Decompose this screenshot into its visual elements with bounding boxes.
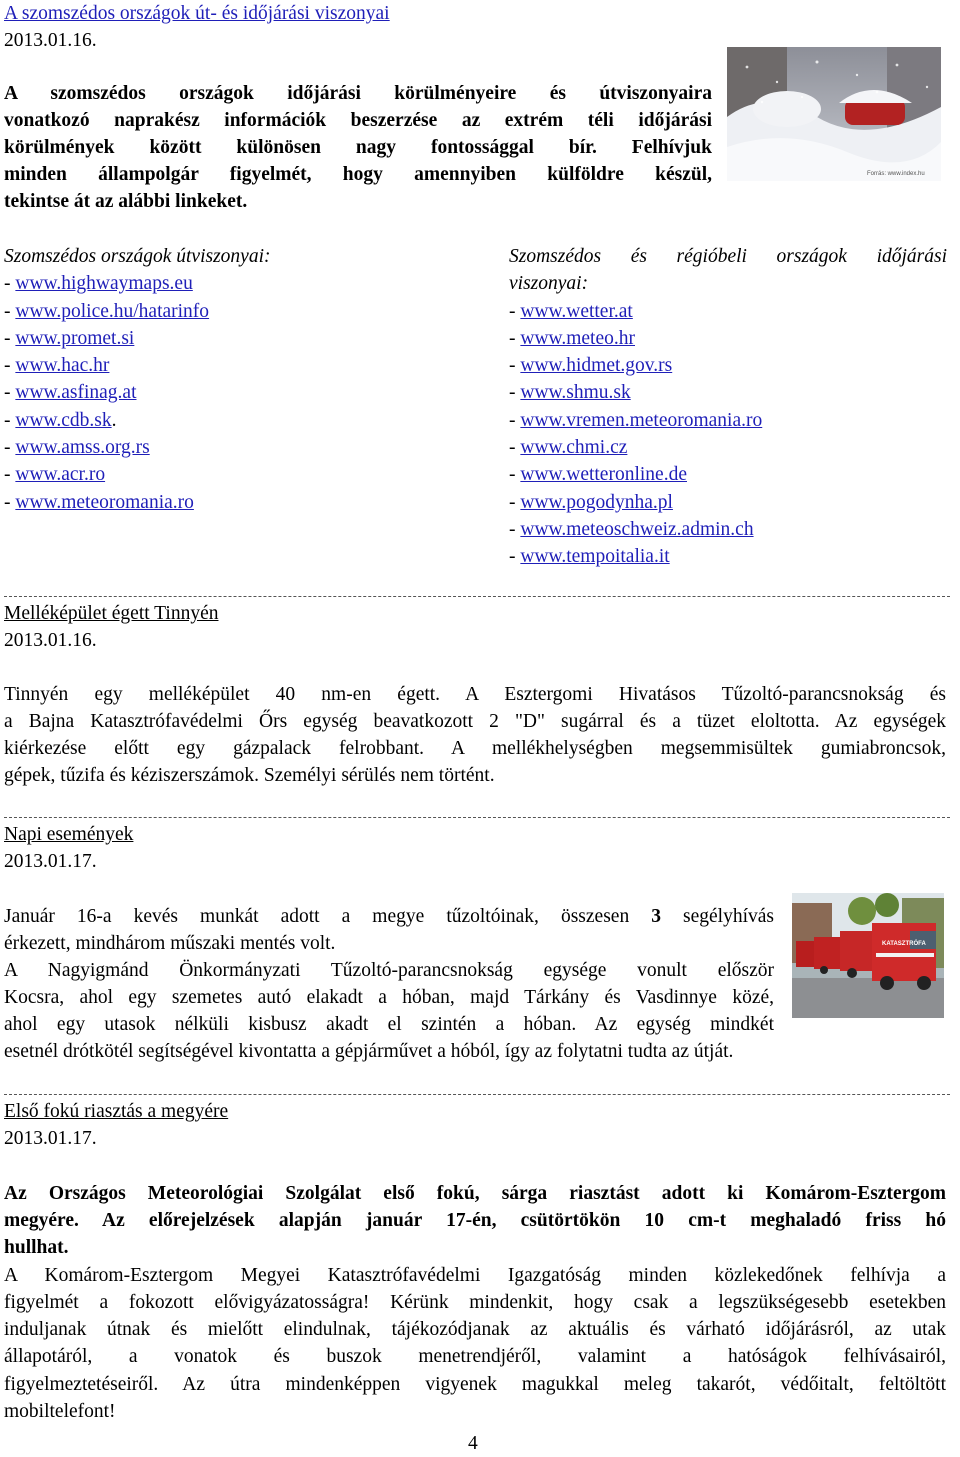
weather-link-item: - www.hidmet.gov.rs bbox=[509, 355, 673, 377]
weather-column bbox=[509, 243, 947, 571]
road-link[interactable]: www.cdb.sk bbox=[15, 409, 112, 431]
intro-line: vonatkozó naprakész információk beszerzése az extrém téli időjárási bbox=[4, 110, 712, 131]
article4-title[interactable]: Első fokú riasztás a megyére bbox=[4, 1101, 229, 1122]
roads-heading: Szomszédos országok útviszonyai: bbox=[4, 246, 271, 267]
weather-link-item: - www.pogodynha.pl bbox=[509, 491, 673, 513]
road-link-item: - www.meteoromania.ro bbox=[4, 491, 194, 513]
road-link[interactable]: www.asfinag.at bbox=[15, 382, 137, 404]
body-line: induljanak útnak és mielőtt elindulnak, tájékozódjanak az aktuális és várható időjárásról, az utak bbox=[4, 1319, 946, 1340]
page-number: 4 bbox=[468, 1433, 478, 1454]
separator bbox=[4, 596, 950, 597]
road-link-item: - www.cdb.sk. bbox=[4, 409, 117, 431]
weather-link-item: - www.wetteronline.de bbox=[509, 464, 687, 486]
weather-link[interactable]: www.meteoschweiz.admin.ch bbox=[520, 518, 754, 540]
weather-link-item: - www.tempoitalia.it bbox=[509, 546, 670, 568]
body-line: mobiltelefont! bbox=[4, 1401, 116, 1422]
road-link[interactable]: www.amss.org.rs bbox=[15, 437, 150, 459]
weather-link-item: - www.vremen.meteoromania.ro bbox=[509, 409, 763, 431]
body-line: a Bajna Katasztrófavédelmi Őrs egység beavatkozott 2 "D" sugárral és a tüzet eloltotta. Az egységek bbox=[4, 711, 946, 732]
body-line: Tinnyén egy melléképület 40 nm-en égett. A Esztergomi Hivatásos Tűzoltó-parancsnokság és bbox=[4, 684, 946, 705]
intro-line: minden állampolgár figyelmét, hogy amennyiben külföldre készül, bbox=[4, 164, 712, 185]
body-line: Kocsra, ahol egy szemetes autó elakadt a hóban, majd Tárkány és Vasdinnye közé, bbox=[4, 987, 774, 1008]
fire-trucks-photo bbox=[792, 893, 944, 1018]
body-line: figyelmeztetéseiről. Az útra mindenképpen vigyenek magukkal meleg takarót, védőitalt, feltöltött bbox=[4, 1374, 946, 1395]
article3-title[interactable]: Napi események bbox=[4, 824, 134, 845]
road-link-item: - www.asfinag.at bbox=[4, 382, 137, 404]
road-link-item: - www.hac.hr bbox=[4, 355, 110, 377]
article4-date: 2013.01.17. bbox=[4, 1128, 97, 1149]
article2-title[interactable]: Melléképület égett Tinnyén bbox=[4, 603, 219, 624]
road-link[interactable]: www.promet.si bbox=[15, 327, 135, 349]
intro-line: tekintse át az alábbi linkeket. bbox=[4, 191, 248, 212]
weather-link[interactable]: www.tempoitalia.it bbox=[520, 546, 670, 568]
weather-link[interactable]: www.meteo.hr bbox=[520, 327, 635, 349]
road-link[interactable]: www.meteoromania.ro bbox=[15, 491, 194, 513]
body-line: gépek, tűzifa és kéziszerszámok. Személyi sérülés nem történt. bbox=[4, 765, 495, 786]
weather-heading: Szomszédos és régióbeli országok időjárási bbox=[509, 246, 947, 267]
weather-link[interactable]: www.shmu.sk bbox=[520, 382, 631, 404]
road-link-item: - www.police.hu/hatarinfo bbox=[4, 300, 210, 322]
weather-heading-cont: viszonyai: bbox=[509, 273, 589, 295]
road-link[interactable]: www.acr.ro bbox=[15, 464, 106, 486]
bold-line: megyére. Az előrejelzések alapján január 17-én, csütörtökön 10 cm-t meghaladó friss hó bbox=[4, 1210, 946, 1231]
weather-link-item: - www.meteo.hr bbox=[509, 327, 635, 349]
weather-link[interactable]: www.hidmet.gov.rs bbox=[520, 355, 673, 377]
weather-link[interactable]: www.vremen.meteoromania.ro bbox=[520, 409, 763, 431]
article1-date: 2013.01.16. bbox=[4, 30, 97, 51]
photo-caption: Forrás: www.index.hu bbox=[867, 171, 925, 177]
weather-link[interactable]: www.pogodynha.pl bbox=[520, 491, 673, 513]
intro-line: A szomszédos országok időjárási körülményeire és útviszonyaira bbox=[4, 83, 712, 104]
road-link[interactable]: www.hac.hr bbox=[15, 355, 110, 377]
body-line: állapotáról, a vonatok és buszok menetrendjéről, valamint a hatóságok felhívásairól, bbox=[4, 1346, 946, 1367]
roads-column bbox=[4, 243, 271, 516]
body-line: A Komárom-Esztergom Megyei Katasztrófavédelmi Igazgatóság minden közlekedőnek felhívja a bbox=[4, 1265, 946, 1286]
road-link[interactable]: www.police.hu/hatarinfo bbox=[15, 300, 210, 322]
separator bbox=[4, 817, 950, 818]
road-link-item: - www.promet.si bbox=[4, 327, 135, 349]
truck-label: KATASZTRÓFA bbox=[882, 941, 926, 947]
article1-title[interactable]: A szomszédos országok út- és időjárási viszonyai bbox=[4, 3, 390, 24]
article2-date: 2013.01.16. bbox=[4, 630, 97, 651]
snow-photo bbox=[727, 47, 941, 181]
body-line: figyelmét a fokozott elővigyázatosságra! Kérünk mindenkit, hogy csak a legszükségesebb esetekben bbox=[4, 1292, 946, 1313]
weather-link-item: - www.meteoschweiz.admin.ch bbox=[509, 518, 754, 540]
body-line: kiérkezése előtt egy gázpalack felrobbant. A mellékhelységben megsemmisültek gumiabroncsok, bbox=[4, 738, 946, 759]
body-line: érkezett, mindhárom műszaki mentés volt. bbox=[4, 933, 336, 954]
weather-link[interactable]: www.wetteronline.de bbox=[520, 464, 687, 486]
intro-line: körülmények között különösen nagy fontossággal bír. Felhívjuk bbox=[4, 137, 712, 158]
road-link[interactable]: www.highwaymaps.eu bbox=[15, 273, 193, 295]
body-line: A Nagyigmánd Önkormányzati Tűzoltó-parancsnokság egysége vonult először bbox=[4, 960, 774, 981]
weather-link-item: - www.chmi.cz bbox=[509, 437, 628, 459]
body-line: esetnél drótkötél segítségével kivontatta a gépjárművet a hóból, így az folytatni tudta az útját. bbox=[4, 1041, 734, 1062]
weather-link[interactable]: www.chmi.cz bbox=[520, 437, 628, 459]
bold-line: hullhat. bbox=[4, 1237, 69, 1258]
weather-link-item: - www.shmu.sk bbox=[509, 382, 631, 404]
road-link-item: - www.highwaymaps.eu bbox=[4, 273, 193, 295]
road-link-item: - www.acr.ro bbox=[4, 464, 106, 486]
road-link-item: - www.amss.org.rs bbox=[4, 437, 150, 459]
bold-line: Az Országos Meteorológiai Szolgálat első fokú, sárga riasztást adott ki Komárom-Esztergom bbox=[4, 1183, 946, 1204]
body-line: Január 16-a kevés munkát adott a megye tűzoltóinak, összesen 3 segélyhívás bbox=[4, 906, 774, 927]
article3-date: 2013.01.17. bbox=[4, 851, 97, 872]
weather-link[interactable]: www.wetter.at bbox=[520, 300, 633, 322]
body-line: ahol egy utasok nélküli kisbusz akadt el szintén a hóban. Az egység mindkét bbox=[4, 1014, 774, 1035]
separator bbox=[4, 1094, 950, 1095]
weather-link-item: - www.wetter.at bbox=[509, 300, 633, 322]
